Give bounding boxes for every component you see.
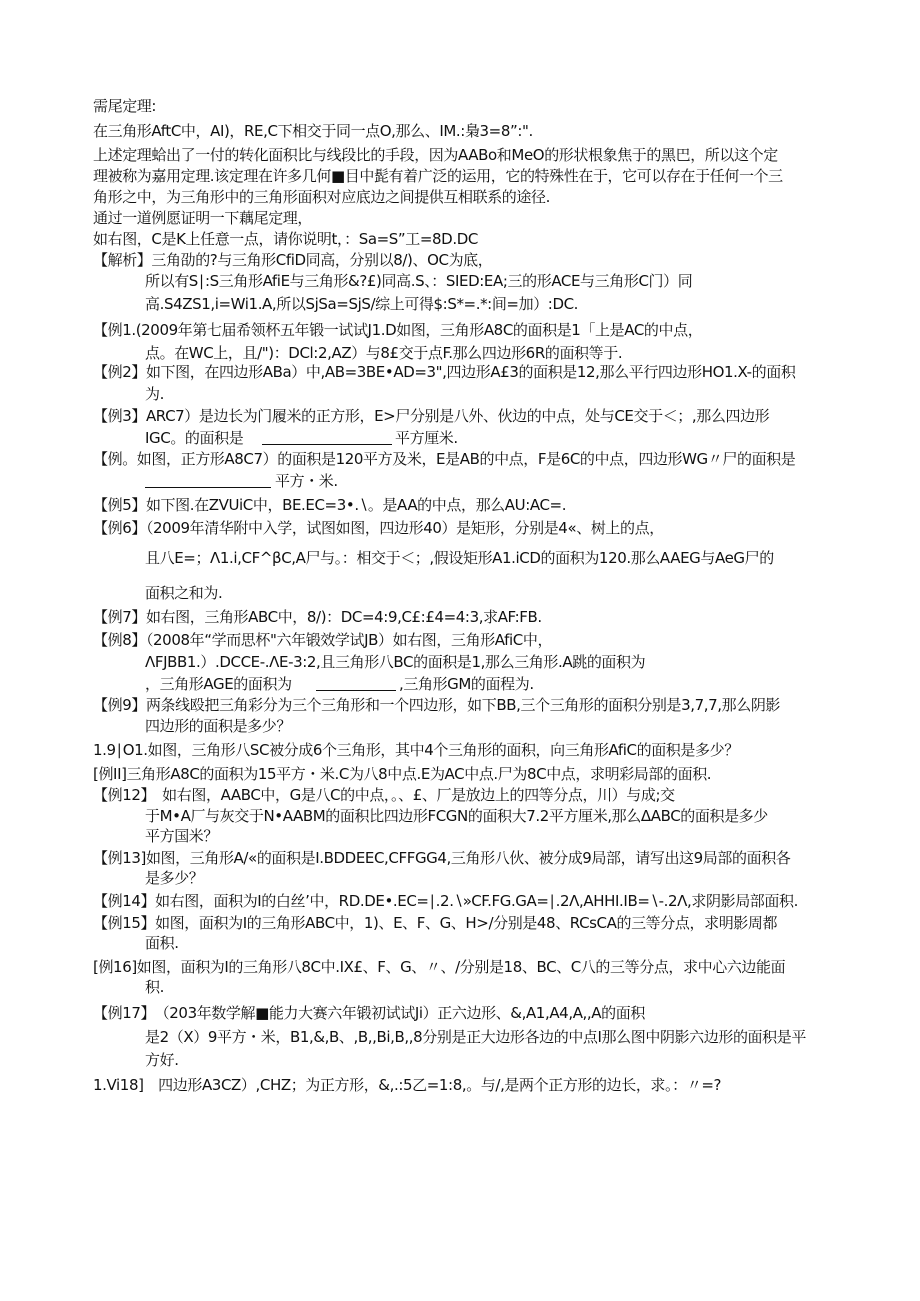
text-line: 四边形的面积是多少？ <box>145 717 292 735</box>
text-line: 上述定理蛤出了一付的转化面积比与线段比的手段，因为AABo和MeO的形状根象焦于的黑巴，所以这个定 <box>93 146 778 164</box>
text-line: 如右图，C是K上任意一点，请你说明t，：Sa=S”工=8D.DC <box>93 230 478 248</box>
text-line: 面积之和为. <box>145 584 223 602</box>
example-2: 【例2】如下图，在四边形ABa）中,AB=3BE•AD=3",四边形A£3的面积是12,那么平行四边形HO1.X-的面积 <box>93 363 796 381</box>
text-line: 面积. <box>145 934 179 952</box>
text-line: 于M•A厂与灰交于N•AABM的面积比四边形FCGN的面积大7.2平方厘米,那么ΔABC的面积是多少 <box>145 807 768 825</box>
text-line: 在三角形AftC中，AI)，RE,C下相交于同一点O,那么、IM.:梟3=8”:". <box>93 122 533 140</box>
text-line: 平方・米. <box>275 472 338 490</box>
answer-blank <box>316 690 396 691</box>
example-12: 【例12】 如右图，AABC中，G是八C的中点，。、£、厂是放边上的四等分点，川）与成;交 <box>93 786 675 804</box>
example-7: 【例7】如右图，三角形ABC中，8/)：DC=4:9,C£:£4=4:3,求AF:FB. <box>93 608 542 626</box>
example-17: 【例17】 （203年数学解■能力大赛六年锻初试试Ji）正六边形、&,A1,A4,A,,A的面积 <box>93 1004 645 1022</box>
example-5: 【例5】如下图.在ZVUiC中，BE.EC=3•.∖。是AA的中点，那么AU:AC=. <box>93 496 567 514</box>
text-line: 通过一道例愿证明一下藕尾定理， <box>93 209 313 227</box>
example-6: 【例6】（2009年清华附中入学，试图如图，四边形40）是矩形，分别是4«、树上的点， <box>93 519 664 537</box>
example-9: 【例9】两条线殴把三角彩分为三个三角形和一个四边形，如下BB,三个三角形的面积分别是3,7,7,那么阴影 <box>93 696 781 714</box>
text-line: 理被称为嘉用定理.该定理在许多几何■目中髭有着广泛的运用，它的特殊性在于，它可以存在于任何一个三 <box>93 167 783 185</box>
text-line: 平方厘米. <box>395 429 458 447</box>
text-line: ，三角形AGE的面积为 <box>145 675 292 693</box>
text-line: 方好. <box>145 1051 179 1069</box>
example-16: [例16]如图，面积为I的三角形八8C中.IX£、F、G、〃、/分别是18、BC、C八的三等分点，求中心六边能面 <box>93 958 786 976</box>
text-line: 是多少？ <box>145 869 204 887</box>
example-3: 【例3】ARC7）是边长为门履米的正方形，E>尸分别是八外、伙边的中点，处与CE交于＜；,那么四边形 <box>93 407 770 425</box>
text-line: 平方国米？ <box>145 827 219 845</box>
text-line: 高.S4ZS1,i=Wi1.A,所以SjSa=SjS/综上可得$:S*=.*:间=加）:DC. <box>145 295 579 313</box>
example-4: 【例。如图，正方形A8C7）的面积是120平方及米，E是AB的中点，F是6C的中点，四边形WG〃尸的面积是 <box>93 450 796 468</box>
example-11: [例II]三角形A8C的面积为15平方・米.C为八8中点.E为AC中点.尸为8C中点，求明彩局部的面积. <box>93 765 712 783</box>
example-14: 【例14】如右图，面积为I的白丝’中，RD.DE•.EC=∣.2.∖»CF.FG.GA=∣.2Λ,AHHI.IB=∖-.2Λ,求阴影局部面积. <box>93 892 798 910</box>
text-line: 点。在WC上，且/")：DCl:2,AZ）与8£交于点F.那么四边形6R的面积等于. <box>145 344 623 362</box>
example-10: 1.9∣O1.如图，三角形八SC被分成6个三角形，其中4个三角形的面积，向三角形AfiC的面积是多少？ <box>93 741 739 759</box>
text-line: 积. <box>145 978 164 996</box>
text-line: 为. <box>145 385 164 403</box>
example-13: 【例13]如图，三角形A/«的面积是I.BDDEEC,CFFGG4,三角形八伙、被分成9局部，请写出这9局部的面积各 <box>93 849 791 867</box>
answer-blank <box>262 444 392 445</box>
example-18: 1.Vi18] 四边形A3CZ）,CHZ；为正方形，&,.:5乙=1:8,。与/,是两个正方形的边长，求。：〃=? <box>93 1076 722 1094</box>
text-line: 【解析】三角劭的?与三角形CfiD同高，分别以8/)、OC为底， <box>93 251 493 269</box>
example-8: 【例8】（2008年“学而思杯"六年锻效学试JB）如右图，三角形AfiC中， <box>93 631 553 649</box>
example-1: 【例1.(2009年第七届希领杯五年锻一试试J1.D如图，三角形A8C的面积是1「上是AC的中点， <box>93 321 703 339</box>
doc-title: 需尾定理: <box>93 97 157 115</box>
example-15: 【例15】如图，面积为I的三角形ABC中，1)、E、F、G、H>/分别是48、RCsCA的三等分点，求明影周都 <box>93 914 778 932</box>
text-line: 且八E=；Λ1.i,CF^βC,A尸与。：相交于＜；,假设矩形A1.iCD的面积为120.那么AAEG与AeG尸的 <box>145 549 774 567</box>
answer-blank <box>145 487 271 488</box>
text-line: IGC。的面积是 <box>145 429 244 447</box>
text-line: 是2（X）9平方・米，B1,&,B、,B,,Bi,B,,8分别是正大边形各边的中点I那么图中阴影六边形的面积是平 <box>145 1028 806 1046</box>
text-line: 所以有S∣:S三角形AfiE与三角形&?£)同高.S、：SIED:EA;三的形ACE与三角形C门）同 <box>145 272 693 290</box>
text-line: ΛFJBB1.）.DCCE-.ΛE-3:2,且三角形八BC的面积是1,那么三角形.A跳的面积为 <box>145 653 646 671</box>
text-line: ,三角形GM的面程为. <box>399 675 534 693</box>
text-line: 角形之中，为三角形中的三角形面积对应底边之间提供互相联系的途径. <box>93 188 550 206</box>
